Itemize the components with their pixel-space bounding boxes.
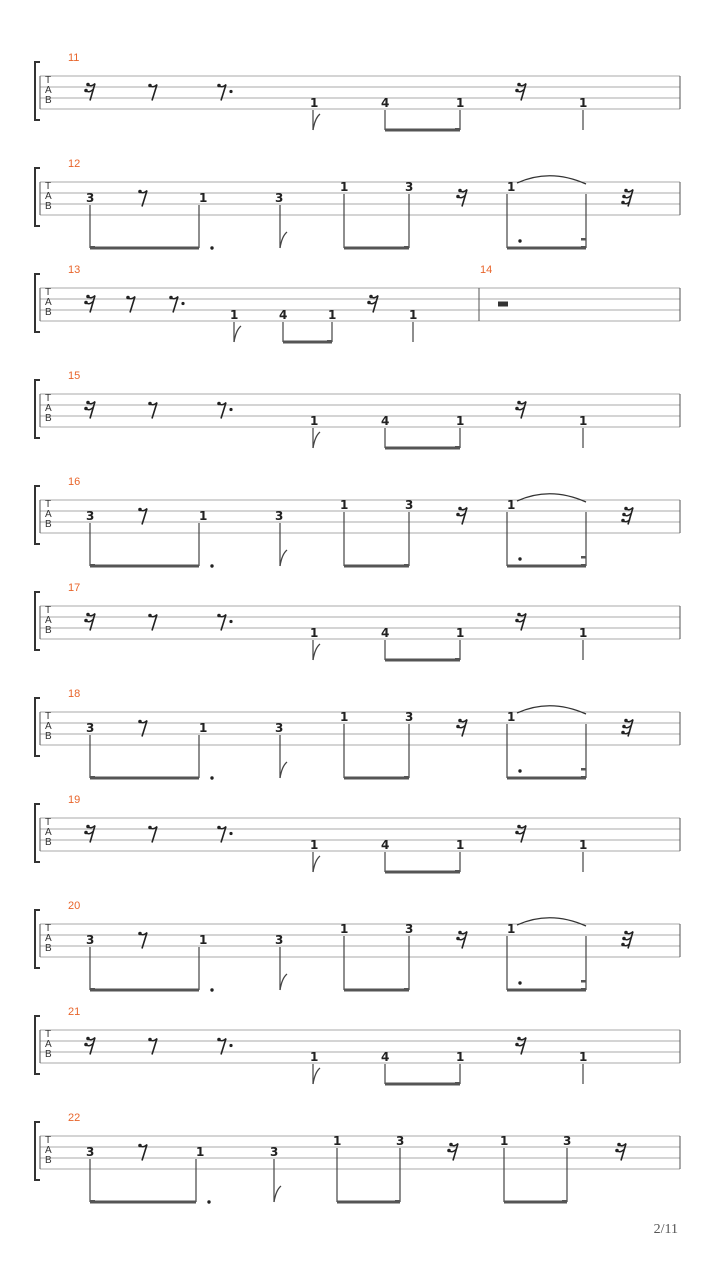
sub-beam — [581, 564, 586, 567]
measure-number: 18 — [68, 688, 81, 700]
fret-number: 1 — [199, 191, 208, 205]
sub-beam — [455, 870, 460, 873]
thirtysecond-rest-dot — [621, 201, 625, 205]
sub-beam — [327, 340, 332, 343]
system-15 — [35, 370, 680, 450]
sixteenth-rest-dot — [84, 831, 88, 835]
sixteenth-rest-dot — [517, 1037, 521, 1041]
sub-beam — [581, 768, 586, 771]
measure-number: 11 — [68, 52, 80, 64]
sub-beam — [581, 246, 586, 249]
fret-number: 1 — [340, 710, 349, 724]
beam — [507, 989, 586, 992]
fret-number: 4 — [381, 626, 390, 640]
augmentation-dot — [518, 981, 521, 984]
beam — [90, 777, 199, 780]
beam — [344, 989, 409, 992]
fret-number: 4 — [381, 414, 390, 428]
beam — [337, 1201, 400, 1204]
sub-beam — [581, 980, 586, 983]
beam — [504, 1201, 567, 1204]
eighth-rest-dot — [138, 508, 142, 512]
augmentation-dot — [518, 557, 521, 560]
fret-number: 3 — [275, 191, 284, 205]
augmentation-dot — [210, 246, 213, 249]
system-bracket — [35, 1122, 40, 1180]
fret-number: 1 — [456, 414, 465, 428]
sixteenth-rest-dot — [458, 507, 462, 511]
fret-number: 1 — [340, 498, 349, 512]
beam — [385, 871, 460, 874]
tab-clef-b: B — [45, 731, 52, 742]
sub-beam — [395, 1200, 400, 1203]
note-flag — [313, 432, 320, 448]
fret-number: 4 — [381, 96, 390, 110]
tab-clef-t: T — [45, 711, 52, 722]
note-flag — [313, 856, 320, 872]
fret-number: 3 — [86, 1145, 95, 1159]
fret-number: 1 — [199, 933, 208, 947]
system-13 — [35, 264, 680, 344]
measure-number: 16 — [68, 476, 81, 488]
tab-clef-a: A — [45, 509, 52, 520]
tab-clef-a: A — [45, 297, 52, 308]
beam — [507, 565, 586, 568]
beam — [90, 989, 199, 992]
measure-number: 21 — [68, 1006, 81, 1018]
tab-clef-a: A — [45, 615, 52, 626]
fret-number: 3 — [86, 509, 95, 523]
tie-arc — [517, 494, 586, 502]
sixteenth-rest-dot — [624, 931, 628, 935]
tab-clef-t: T — [45, 817, 52, 828]
sub-beam — [90, 564, 95, 567]
tab-clef-t: T — [45, 499, 52, 510]
augmentation-dot — [210, 988, 213, 991]
sub-beam — [581, 238, 586, 241]
eighth-rest-dot — [217, 84, 221, 88]
fret-number: 1 — [199, 509, 208, 523]
fret-number: 3 — [405, 498, 414, 512]
sub-beam — [404, 988, 409, 991]
sub-beam — [90, 246, 95, 249]
fret-number: 1 — [507, 922, 516, 936]
fret-number: 3 — [86, 933, 95, 947]
sixteenth-rest-dot — [84, 1043, 88, 1047]
eighth-rest-dot — [138, 1144, 142, 1148]
fret-number: 1 — [310, 838, 319, 852]
tab-clef-t: T — [45, 605, 52, 616]
note-flag — [313, 644, 320, 660]
sixteenth-rest-dot — [517, 613, 521, 617]
sixteenth-rest-dot — [622, 195, 626, 199]
tab-clef-a: A — [45, 403, 52, 414]
system-18 — [35, 688, 680, 780]
system-19 — [35, 794, 680, 874]
fret-number: 3 — [86, 721, 95, 735]
fret-number: 1 — [230, 308, 239, 322]
note-flag — [280, 550, 287, 566]
sub-beam — [581, 988, 586, 991]
sixteenth-rest-dot — [458, 931, 462, 935]
system-bracket — [35, 62, 40, 120]
system-12 — [35, 158, 680, 250]
sixteenth-rest-dot — [84, 619, 88, 623]
sixteenth-rest-dot — [447, 1149, 451, 1153]
tab-clef-t: T — [45, 75, 52, 86]
tab-clef-t: T — [45, 181, 52, 192]
fret-number: 1 — [500, 1134, 509, 1148]
tab-clef-a: A — [45, 827, 52, 838]
eighth-rest-dot — [126, 296, 130, 300]
sixteenth-rest-dot — [515, 407, 519, 411]
sixteenth-rest-dot — [515, 831, 519, 835]
eighth-rest-dot — [138, 190, 142, 194]
fret-number: 1 — [579, 838, 588, 852]
note-flag — [274, 1186, 281, 1202]
sub-beam — [581, 776, 586, 779]
eighth-rest-dot — [148, 826, 152, 830]
system-bracket — [35, 592, 40, 650]
beam — [507, 247, 586, 250]
sixteenth-rest-dot — [86, 401, 90, 405]
beam — [385, 1083, 460, 1086]
note-flag — [234, 326, 241, 342]
fret-number: 4 — [279, 308, 288, 322]
system-bracket — [35, 804, 40, 862]
sub-beam — [404, 246, 409, 249]
note-flag — [313, 1068, 320, 1084]
system-22 — [35, 1112, 680, 1204]
tab-clef-b: B — [45, 201, 52, 212]
beam — [385, 659, 460, 662]
augmentation-dot — [207, 1200, 210, 1203]
tab-clef-b: B — [45, 1155, 52, 1166]
eighth-rest-dot — [148, 614, 152, 618]
eighth-rest-dot — [148, 84, 152, 88]
fret-number: 1 — [340, 180, 349, 194]
sixteenth-rest-dot — [624, 719, 628, 723]
tab-clef-a: A — [45, 191, 52, 202]
fret-number: 3 — [270, 1145, 279, 1159]
thirtysecond-rest-dot — [621, 519, 625, 523]
sub-beam — [90, 776, 95, 779]
augmentation-dot — [229, 620, 232, 623]
fret-number: 1 — [579, 96, 588, 110]
tab-clef-b: B — [45, 1049, 52, 1060]
system-bracket — [35, 910, 40, 968]
sub-beam — [455, 1082, 460, 1085]
tie-arc — [517, 918, 586, 926]
system-bracket — [35, 168, 40, 226]
system-11 — [35, 52, 680, 132]
sixteenth-rest-dot — [622, 513, 626, 517]
tab-clef-a: A — [45, 721, 52, 732]
fret-number: 3 — [405, 922, 414, 936]
sixteenth-rest-dot — [517, 83, 521, 87]
tab-clef-t: T — [45, 393, 52, 404]
system-17 — [35, 582, 680, 662]
sixteenth-rest-dot — [449, 1143, 453, 1147]
fret-number: 1 — [340, 922, 349, 936]
eighth-rest-dot — [148, 1038, 152, 1042]
sub-beam — [90, 988, 95, 991]
tab-clef-a: A — [45, 1039, 52, 1050]
fret-number: 1 — [409, 308, 418, 322]
sixteenth-rest-dot — [86, 825, 90, 829]
system-bracket — [35, 1016, 40, 1074]
beam — [344, 777, 409, 780]
tab-clef-b: B — [45, 413, 52, 424]
fret-number: 3 — [275, 933, 284, 947]
sixteenth-rest-dot — [622, 725, 626, 729]
sixteenth-rest-dot — [517, 401, 521, 405]
tab-clef-t: T — [45, 923, 52, 934]
eighth-rest-dot — [217, 614, 221, 618]
fret-number: 1 — [579, 626, 588, 640]
beam — [90, 1201, 196, 1204]
sixteenth-rest-dot — [86, 295, 90, 299]
measure-number: 12 — [68, 158, 81, 170]
measure-number: 14 — [480, 264, 493, 276]
tab-clef-b: B — [45, 519, 52, 530]
sub-beam — [455, 128, 460, 131]
fret-number: 1 — [456, 1050, 465, 1064]
note-flag — [280, 974, 287, 990]
fret-number: 4 — [381, 838, 390, 852]
augmentation-dot — [229, 90, 232, 93]
sub-beam — [455, 446, 460, 449]
measure-number: 19 — [68, 794, 81, 806]
sixteenth-rest-dot — [86, 613, 90, 617]
thirtysecond-rest-dot — [621, 943, 625, 947]
tab-clef-b: B — [45, 95, 52, 106]
augmentation-dot — [518, 769, 521, 772]
fret-number: 3 — [405, 710, 414, 724]
tab-clef-t: T — [45, 1029, 52, 1040]
fret-number: 1 — [579, 1050, 588, 1064]
sub-beam — [455, 658, 460, 661]
augmentation-dot — [229, 408, 232, 411]
sixteenth-rest-dot — [617, 1143, 621, 1147]
sub-beam — [90, 1200, 95, 1203]
sub-beam — [581, 556, 586, 559]
tie-arc — [517, 176, 586, 184]
tie-arc — [517, 706, 586, 714]
sixteenth-rest-dot — [456, 195, 460, 199]
augmentation-dot — [229, 832, 232, 835]
fret-number: 1 — [456, 96, 465, 110]
sixteenth-rest-dot — [624, 507, 628, 511]
measure-number: 22 — [68, 1112, 81, 1124]
fret-number: 1 — [507, 180, 516, 194]
fret-number: 1 — [507, 498, 516, 512]
tab-clef-a: A — [45, 1145, 52, 1156]
tab-clef-b: B — [45, 837, 52, 848]
sub-beam — [562, 1200, 567, 1203]
sixteenth-rest-dot — [458, 189, 462, 193]
tab-clef-b: B — [45, 943, 52, 954]
beam — [507, 777, 586, 780]
note-flag — [280, 762, 287, 778]
sixteenth-rest-dot — [515, 89, 519, 93]
sixteenth-rest-dot — [622, 937, 626, 941]
fret-number: 1 — [456, 626, 465, 640]
tab-clef-t: T — [45, 1135, 52, 1146]
beam — [90, 247, 199, 250]
sixteenth-rest-dot — [456, 513, 460, 517]
fret-number: 3 — [396, 1134, 405, 1148]
augmentation-dot — [181, 302, 184, 305]
fret-number: 1 — [456, 838, 465, 852]
sixteenth-rest-dot — [86, 83, 90, 87]
augmentation-dot — [518, 239, 521, 242]
eighth-rest-dot — [169, 296, 173, 300]
fret-number: 1 — [310, 1050, 319, 1064]
tab-clef-b: B — [45, 625, 52, 636]
sub-beam — [404, 776, 409, 779]
sixteenth-rest-dot — [517, 825, 521, 829]
sixteenth-rest-dot — [84, 89, 88, 93]
fret-number: 1 — [333, 1134, 342, 1148]
beam — [344, 247, 409, 250]
tab-clef-a: A — [45, 933, 52, 944]
sixteenth-rest-dot — [456, 725, 460, 729]
page-number: 2/11 — [653, 1222, 678, 1237]
fret-number: 3 — [86, 191, 95, 205]
system-16 — [35, 476, 680, 568]
tab-clef-t: T — [45, 287, 52, 298]
system-bracket — [35, 698, 40, 756]
eighth-rest-dot — [217, 826, 221, 830]
sixteenth-rest-dot — [84, 301, 88, 305]
fret-number: 1 — [310, 96, 319, 110]
fret-number: 3 — [563, 1134, 572, 1148]
eighth-rest-dot — [138, 932, 142, 936]
fret-number: 1 — [199, 721, 208, 735]
sub-beam — [404, 564, 409, 567]
measure-number: 13 — [68, 264, 81, 276]
sixteenth-rest-dot — [515, 619, 519, 623]
system-bracket — [35, 274, 40, 332]
fret-number: 3 — [275, 721, 284, 735]
sixteenth-rest-dot — [367, 301, 371, 305]
note-flag — [313, 114, 320, 130]
note-flag — [280, 232, 287, 248]
fret-number: 1 — [310, 414, 319, 428]
sixteenth-rest-dot — [456, 937, 460, 941]
measure-number: 20 — [68, 900, 81, 912]
tab-clef-b: B — [45, 307, 52, 318]
beam — [344, 565, 409, 568]
fret-number: 1 — [310, 626, 319, 640]
eighth-rest-dot — [217, 402, 221, 406]
measure-number: 15 — [68, 370, 81, 382]
sixteenth-rest-dot — [515, 1043, 519, 1047]
fret-number: 3 — [405, 180, 414, 194]
fret-number: 1 — [579, 414, 588, 428]
eighth-rest-dot — [148, 402, 152, 406]
thirtysecond-rest-dot — [621, 731, 625, 735]
system-bracket — [35, 486, 40, 544]
system-bracket — [35, 380, 40, 438]
augmentation-dot — [210, 564, 213, 567]
sixteenth-rest-dot — [624, 189, 628, 193]
fret-number: 1 — [328, 308, 337, 322]
beam — [385, 129, 460, 132]
beam — [283, 341, 332, 344]
fret-number: 4 — [381, 1050, 390, 1064]
beam — [385, 447, 460, 450]
fret-number: 1 — [196, 1145, 205, 1159]
sixteenth-rest-dot — [84, 407, 88, 411]
eighth-rest-dot — [217, 1038, 221, 1042]
whole-rest — [498, 302, 508, 307]
sixteenth-rest-dot — [86, 1037, 90, 1041]
fret-number: 3 — [275, 509, 284, 523]
augmentation-dot — [210, 776, 213, 779]
measure-number: 17 — [68, 582, 81, 594]
eighth-rest-dot — [138, 720, 142, 724]
system-20 — [35, 900, 680, 992]
fret-number: 1 — [507, 710, 516, 724]
augmentation-dot — [229, 1044, 232, 1047]
beam — [90, 565, 199, 568]
system-21 — [35, 1006, 680, 1086]
sixteenth-rest-dot — [458, 719, 462, 723]
tab-clef-a: A — [45, 85, 52, 96]
sixteenth-rest-dot — [369, 295, 373, 299]
sixteenth-rest-dot — [615, 1149, 619, 1153]
